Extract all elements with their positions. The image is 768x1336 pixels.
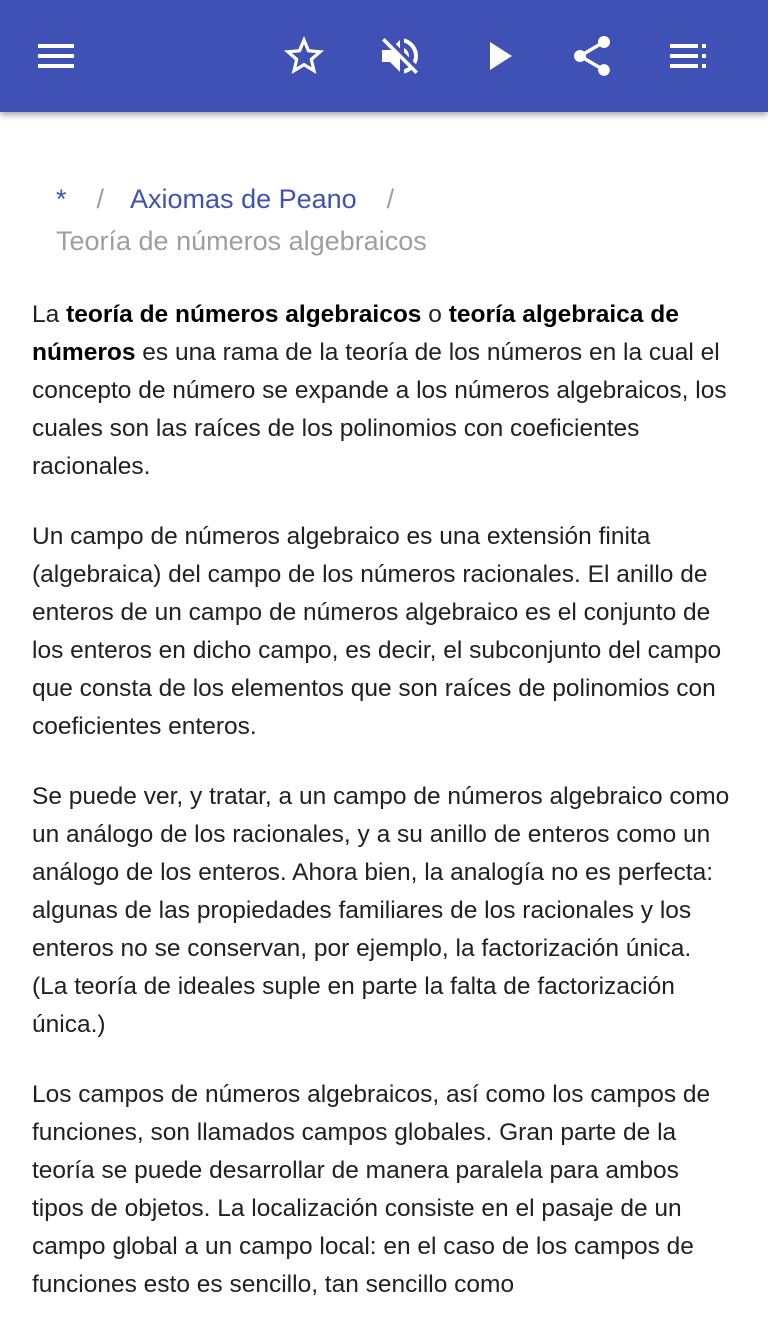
paragraph-text: es una rama de la teoría de los números en la cual el concepto de número se expande a los números algebraicos, los cuales son las raíces de los polinomios con coeficientes racionales. <box>32 339 727 480</box>
playlist-icon <box>664 32 712 80</box>
menu-icon <box>32 32 80 80</box>
breadcrumb-root-link[interactable]: * <box>56 184 67 214</box>
paragraph-text: o <box>421 301 449 328</box>
article-paragraph <box>32 296 732 486</box>
term-bold: teoría de números algebraicos <box>66 301 422 328</box>
star-outline-icon <box>280 32 328 80</box>
volume-off-icon <box>376 32 424 80</box>
mute-button[interactable] <box>360 16 440 96</box>
paragraph-text: La <box>32 301 67 328</box>
breadcrumb-parent-link[interactable]: Axiomas de Peano <box>130 184 357 214</box>
menu-button[interactable] <box>16 16 96 96</box>
breadcrumb-separator: / <box>386 184 395 214</box>
article-paragraph: Un campo de números algebraico es una extensión finita (algebraica) del campo de los números racionales. El anillo de enteros de un campo de números algebraico es el conjunto de los enteros en dicho campo, es decir, el subconjunto del campo que consta de los elementos que son raíces de polinomios con coeficientes enteros. <box>32 523 722 740</box>
article-body <box>32 296 732 1336</box>
share-icon <box>568 32 616 80</box>
term-bold: teoría algebraica de números <box>32 301 679 366</box>
article-paragraph: Los campos de números algebraicos, así como los campos de funciones, son llamados campos globales. Gran parte de la teoría se puede desarrollar de manera paralela para ambos tipos de objetos. La localización consiste en el pasaje de un campo global a un campo local: en el caso de los campos de funciones esto es sencillo, tan sencillo como <box>32 1081 711 1298</box>
breadcrumb-current: Teoría de números algebraicos <box>56 226 427 256</box>
breadcrumb <box>56 178 736 262</box>
breadcrumb-separator: / <box>96 184 105 214</box>
app-toolbar <box>0 0 768 112</box>
article-paragraph: Se puede ver, y tratar, a un campo de números algebraico como un análogo de los racionales, y a su anillo de enteros como un análogo de los enteros. Ahora bien, la analogía no es perfecta: algunas de las propiedades familiares de los racionales y los enteros no se conservan, por ejemplo, la factorización única. (La teoría de ideales suple en parte la falta de factorización única.) <box>32 783 730 1038</box>
play-icon <box>474 32 522 80</box>
favorite-button[interactable] <box>264 16 344 96</box>
share-button[interactable] <box>552 16 632 96</box>
contents-button[interactable] <box>648 16 728 96</box>
play-button[interactable] <box>458 16 538 96</box>
